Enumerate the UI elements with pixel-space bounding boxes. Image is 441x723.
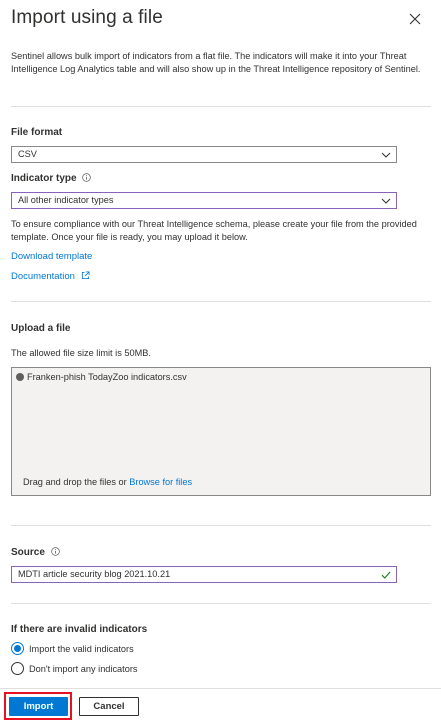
file-status-icon <box>16 373 24 381</box>
panel-title: Import using a file <box>11 7 163 28</box>
file-format-value: CSV <box>18 149 37 159</box>
close-icon <box>405 9 425 29</box>
documentation-link[interactable] <box>11 271 90 282</box>
source-input[interactable] <box>11 566 397 583</box>
size-limit-text: The allowed file size limit is 50MB. <box>11 348 151 358</box>
uploaded-file <box>16 372 187 382</box>
upload-heading: Upload a file <box>11 323 71 334</box>
section-divider <box>11 603 431 604</box>
indicator-type-label-text: Indicator type <box>11 173 77 184</box>
section-divider <box>11 525 431 526</box>
indicator-type-select[interactable] <box>11 192 397 209</box>
source-label <box>11 547 60 558</box>
indicator-type-value: All other indicator types <box>18 195 114 205</box>
intro-text: Sentinel allows bulk import of indicators from a flat file. The indicators will make it into your Threat Intelligence Log Analytics table and will also show up in the Threat Intelligence repository of Sentinel. <box>11 51 421 74</box>
drop-text: Drag and drop the files or <box>23 477 127 487</box>
cancel-button[interactable]: Cancel <box>79 697 139 716</box>
source-value: MDTI article security blog 2021.10.21 <box>18 569 171 579</box>
source-label-text: Source <box>11 547 45 558</box>
browse-files-link[interactable]: Browse for files <box>129 477 193 487</box>
close-button[interactable] <box>405 9 425 29</box>
download-template-link[interactable]: Download template <box>11 251 93 262</box>
external-link-icon <box>81 271 90 280</box>
info-icon[interactable] <box>51 547 60 556</box>
radio-import-valid[interactable] <box>11 642 134 655</box>
indicator-type-label <box>11 173 91 184</box>
uploaded-file-name: Franken-phish TodayZoo indicators.csv <box>27 372 187 382</box>
info-icon[interactable] <box>82 173 91 182</box>
documentation-link-text: Documentation <box>11 271 75 282</box>
invalid-indicators-heading: If there are invalid indicators <box>11 624 148 635</box>
panel-header <box>11 5 431 35</box>
radio-import-none[interactable] <box>11 662 137 675</box>
file-drop-zone[interactable] <box>11 367 431 496</box>
radio-import-none-label: Don't import any indicators <box>29 663 138 674</box>
file-format-label: File format <box>11 127 63 138</box>
radio-button-unchecked[interactable] <box>11 662 24 675</box>
import-button[interactable]: Import <box>9 697 68 716</box>
radio-button-checked[interactable] <box>11 642 24 655</box>
radio-import-valid-label: Import the valid indicators <box>29 643 134 654</box>
chevron-down-icon <box>381 150 391 160</box>
checkmark-icon <box>381 570 391 580</box>
drop-instructions <box>23 477 192 487</box>
schema-note: To ensure compliance with our Threat Intelligence schema, please create your file from the provided template. Once your file is ready, you may upload it below. <box>11 219 417 242</box>
footer-divider <box>0 688 441 689</box>
chevron-down-icon <box>381 196 391 206</box>
file-format-select[interactable] <box>11 146 397 163</box>
section-divider <box>11 301 431 302</box>
section-divider <box>11 106 431 107</box>
